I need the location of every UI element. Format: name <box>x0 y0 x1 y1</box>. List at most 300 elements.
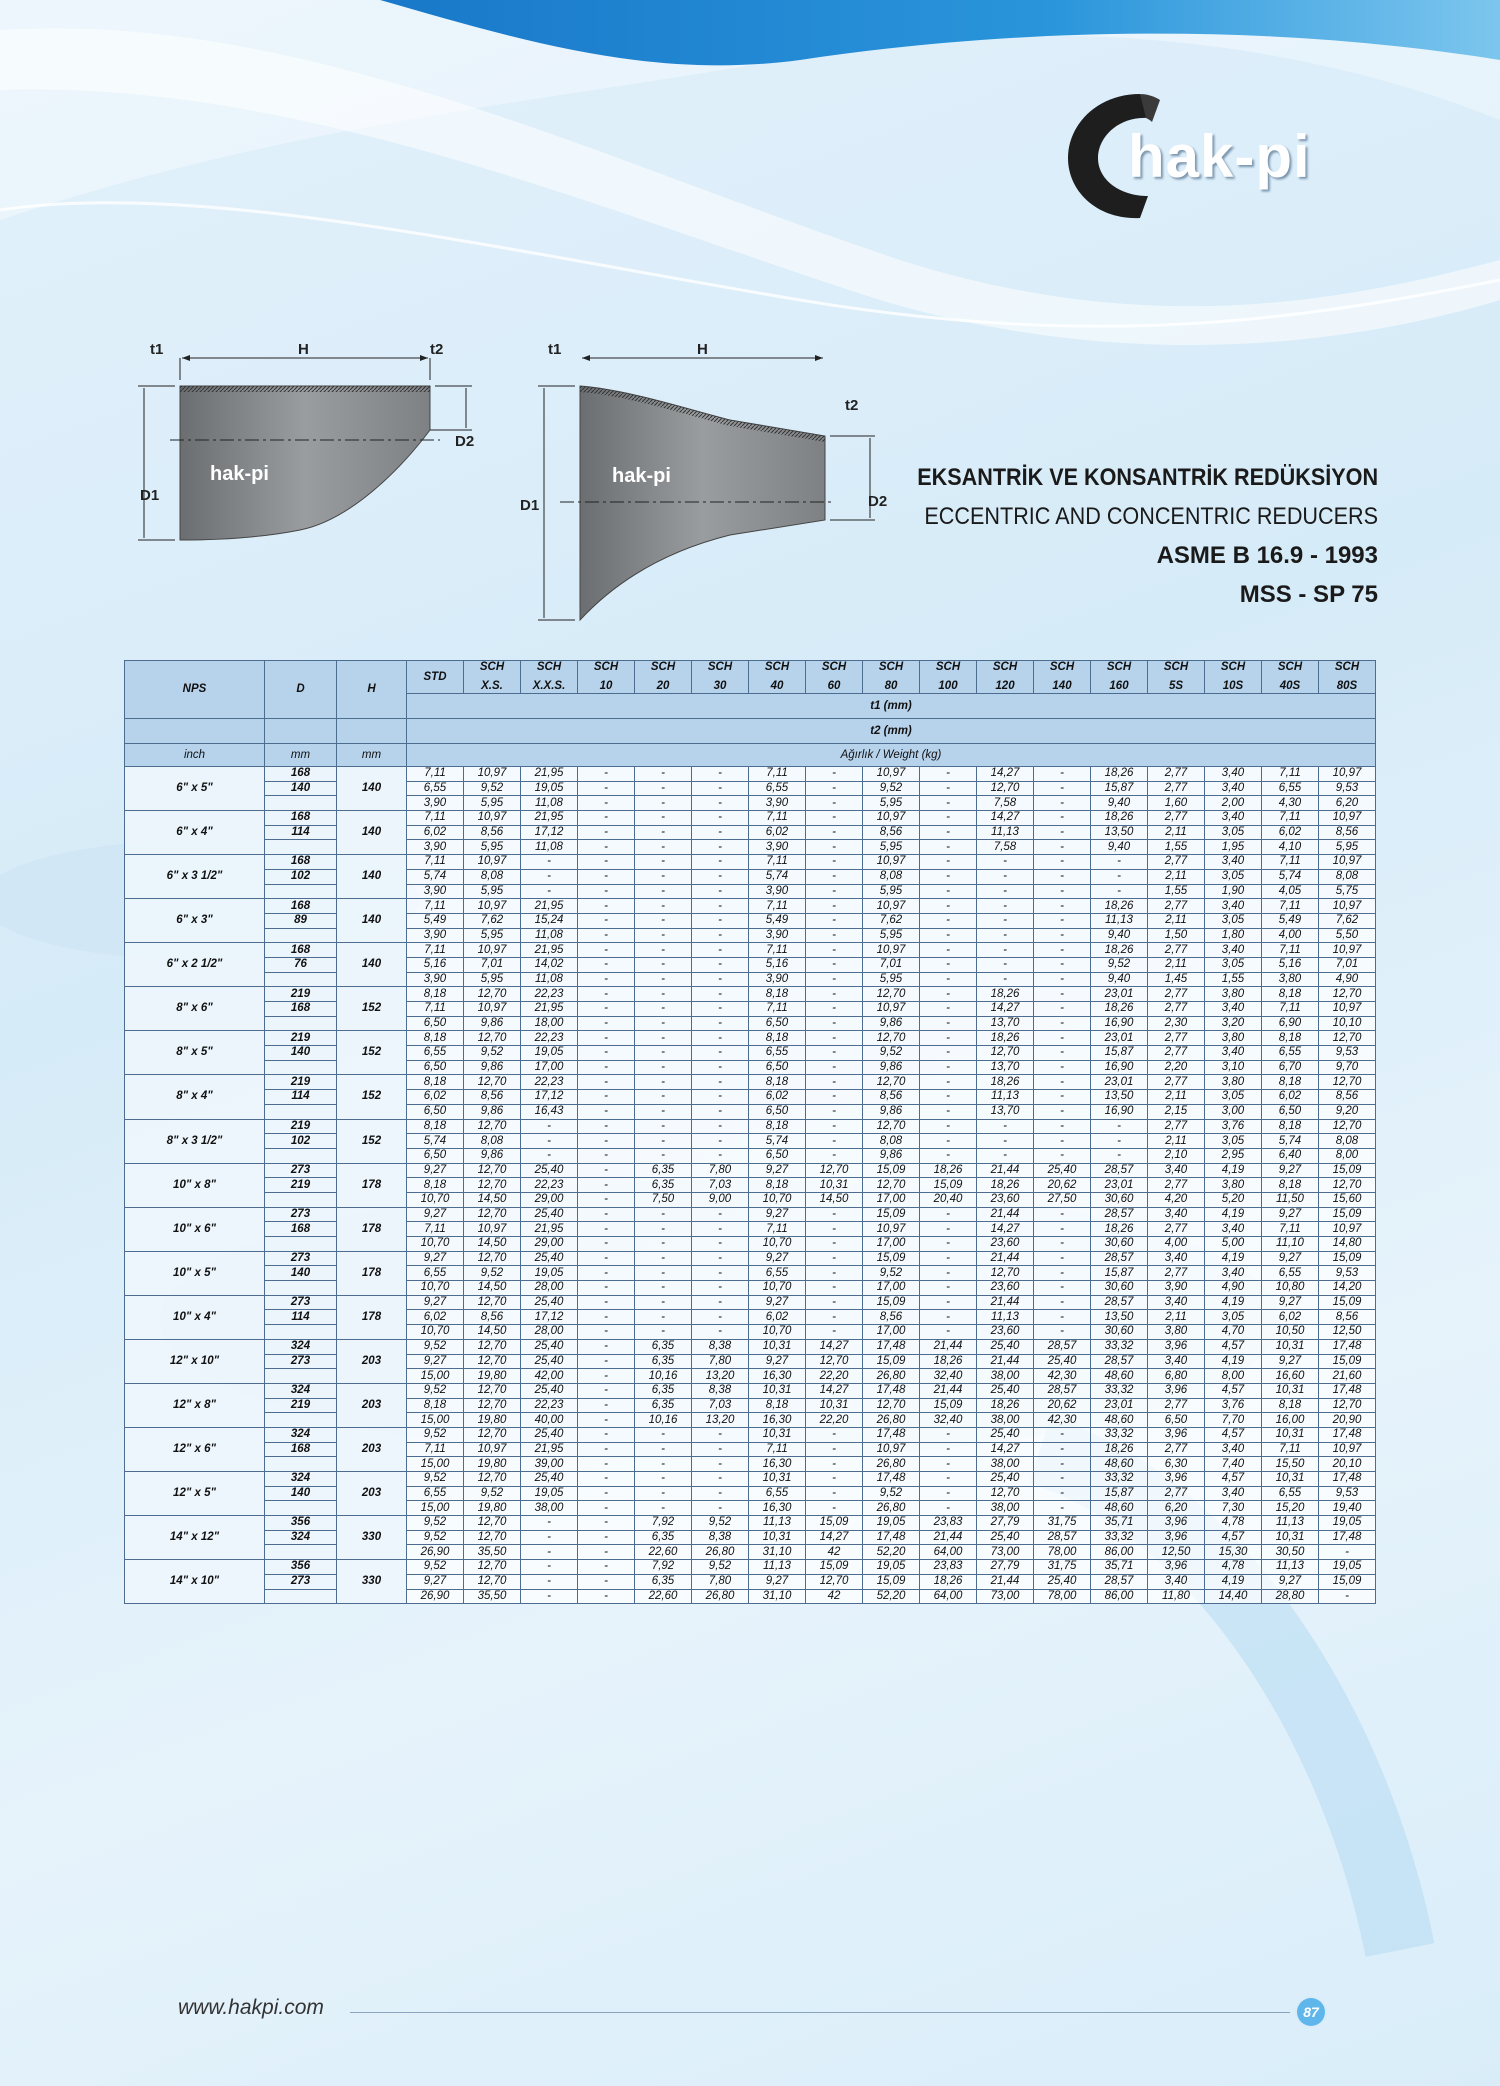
table-cell: 17,48 <box>863 1383 920 1398</box>
table-cell: 4,70 <box>1205 1325 1262 1340</box>
table-cell: 15,09 <box>1319 1251 1376 1266</box>
table-cell: - <box>977 1148 1034 1163</box>
table-cell: 10,70 <box>407 1325 464 1340</box>
table-cell: 3,96 <box>1148 1560 1205 1575</box>
table-cell: 3,80 <box>1205 1031 1262 1046</box>
table-cell: 5,00 <box>1205 1237 1262 1252</box>
table-cell: - <box>806 1266 863 1281</box>
table-cell: 3,40 <box>1205 767 1262 782</box>
table-cell: - <box>692 1060 749 1075</box>
table-cell: - <box>1034 1031 1091 1046</box>
table-cell: 7,11 <box>407 855 464 870</box>
table-cell: 7,01 <box>464 957 521 972</box>
table-cell: 9,52 <box>464 781 521 796</box>
table-cell: 21,44 <box>977 1207 1034 1222</box>
diameter-value: 168 <box>265 1002 337 1017</box>
table-cell: 11,13 <box>1262 1560 1319 1575</box>
table-cell: 3,05 <box>1205 957 1262 972</box>
table-cell: 17,12 <box>521 1310 578 1325</box>
height-value: 140 <box>337 943 407 987</box>
table-cell: 7,03 <box>692 1398 749 1413</box>
height-value: 203 <box>337 1383 407 1427</box>
table-cell: - <box>578 1266 635 1281</box>
table-cell: - <box>1034 972 1091 987</box>
table-cell: 9,86 <box>464 1104 521 1119</box>
table-cell: 14,27 <box>806 1530 863 1545</box>
table-cell: 8,18 <box>749 1031 806 1046</box>
table-row <box>125 1207 1376 1222</box>
table-cell: 6,35 <box>635 1163 692 1178</box>
table-row <box>125 840 1376 855</box>
table-cell: 31,10 <box>749 1545 806 1560</box>
table-cell: 12,70 <box>464 1530 521 1545</box>
table-cell: 3,80 <box>1148 1325 1205 1340</box>
table-cell: 22,60 <box>635 1545 692 1560</box>
table-cell: - <box>578 1002 635 1017</box>
table-cell: - <box>920 855 977 870</box>
table-cell: 27,79 <box>977 1560 1034 1575</box>
table-cell: - <box>806 1207 863 1222</box>
table-cell: 25,40 <box>521 1354 578 1369</box>
table-cell: - <box>578 1589 635 1604</box>
table-cell: 26,80 <box>692 1589 749 1604</box>
diameter-value: 168 <box>265 767 337 782</box>
table-cell: 10,31 <box>749 1530 806 1545</box>
table-cell: 21,95 <box>521 1002 578 1017</box>
table-cell: 42 <box>806 1545 863 1560</box>
table-cell: - <box>635 957 692 972</box>
table-row <box>125 1516 1376 1531</box>
height-value: 152 <box>337 987 407 1031</box>
table-cell: 5,95 <box>863 840 920 855</box>
table-cell: 6,55 <box>749 1266 806 1281</box>
table-cell: 10,31 <box>1262 1530 1319 1545</box>
table-cell: - <box>806 1295 863 1310</box>
table-cell: 64,00 <box>920 1589 977 1604</box>
table-row <box>125 884 1376 899</box>
table-cell: 16,30 <box>749 1501 806 1516</box>
table-cell: 11,13 <box>749 1516 806 1531</box>
table-cell: 7,11 <box>749 1222 806 1237</box>
table-cell: 15,09 <box>1319 1354 1376 1369</box>
height-value: 330 <box>337 1516 407 1560</box>
table-cell: 10,97 <box>863 943 920 958</box>
table-cell: 19,05 <box>521 1046 578 1061</box>
table-cell: - <box>1034 1472 1091 1487</box>
table-cell: 18,26 <box>977 1178 1034 1193</box>
table-row <box>125 1119 1376 1134</box>
table-cell: 6,02 <box>749 1090 806 1105</box>
table-cell: 9,27 <box>1262 1163 1319 1178</box>
table-cell: 48,60 <box>1091 1413 1148 1428</box>
table-cell: 7,70 <box>1205 1413 1262 1428</box>
table-cell: - <box>920 957 977 972</box>
table-cell: 15,09 <box>1319 1207 1376 1222</box>
table-cell: 19,40 <box>1319 1501 1376 1516</box>
table-cell: 2,77 <box>1148 811 1205 826</box>
table-cell: 8,08 <box>1319 1134 1376 1149</box>
table-cell: - <box>920 913 977 928</box>
diameter-value: 324 <box>265 1427 337 1442</box>
table-cell: - <box>578 1560 635 1575</box>
nps-size: 6" x 3" <box>125 899 265 943</box>
table-cell: 15,09 <box>863 1163 920 1178</box>
table-cell: 5,20 <box>1205 1192 1262 1207</box>
table-cell: 8,18 <box>407 1178 464 1193</box>
table-cell: 10,97 <box>464 767 521 782</box>
footer-url[interactable]: www.hakpi.com <box>178 1996 324 2019</box>
table-cell: 10,97 <box>1319 811 1376 826</box>
table-cell: 14,20 <box>1319 1281 1376 1296</box>
table-cell: - <box>806 1442 863 1457</box>
table-cell: 5,95 <box>464 796 521 811</box>
table-cell: 17,12 <box>521 825 578 840</box>
table-cell: - <box>692 1251 749 1266</box>
diameter-value: 140 <box>265 1046 337 1061</box>
table-row <box>125 1574 1376 1589</box>
height-value: 140 <box>337 899 407 943</box>
table-cell: - <box>635 913 692 928</box>
table-cell: 15,09 <box>920 1398 977 1413</box>
table-cell: 8,56 <box>1319 1090 1376 1105</box>
table-cell: - <box>920 1148 977 1163</box>
table-cell: - <box>578 1237 635 1252</box>
table-cell: 2,77 <box>1148 1075 1205 1090</box>
table-cell: - <box>977 957 1034 972</box>
table-cell: 5,74 <box>749 1134 806 1149</box>
table-cell: - <box>578 1090 635 1105</box>
table-cell: 3,90 <box>749 928 806 943</box>
table-cell: 8,18 <box>1262 1178 1319 1193</box>
header-sch-value: 160 <box>1109 680 1129 692</box>
table-cell: - <box>578 1383 635 1398</box>
table-cell: - <box>578 1398 635 1413</box>
table-cell: - <box>635 1281 692 1296</box>
table-cell: - <box>692 825 749 840</box>
table-cell: 4,78 <box>1205 1516 1262 1531</box>
table-cell: 5,49 <box>1262 913 1319 928</box>
table-row <box>125 1589 1376 1604</box>
table-cell: 19,05 <box>521 781 578 796</box>
table-cell: 10,31 <box>806 1178 863 1193</box>
table-row <box>125 1281 1376 1296</box>
table-cell: 26,80 <box>863 1413 920 1428</box>
table-cell: 5,95 <box>1319 840 1376 855</box>
table-cell: 9,40 <box>1091 840 1148 855</box>
height-value: 203 <box>337 1427 407 1471</box>
table-cell: 6,55 <box>1262 1486 1319 1501</box>
table-cell: - <box>1034 943 1091 958</box>
table-cell: - <box>578 1427 635 1442</box>
table-cell: - <box>692 913 749 928</box>
diameter-value: 219 <box>265 1031 337 1046</box>
table-cell: 4,57 <box>1205 1472 1262 1487</box>
table-cell: 6,40 <box>1262 1148 1319 1163</box>
table-cell: 3,05 <box>1205 1090 1262 1105</box>
table-cell: 9,27 <box>407 1574 464 1589</box>
table-cell: - <box>692 1310 749 1325</box>
table-cell: 9,52 <box>407 1472 464 1487</box>
table-cell: 12,70 <box>863 1398 920 1413</box>
table-cell: 6,50 <box>1148 1413 1205 1428</box>
table-cell: 8,38 <box>692 1530 749 1545</box>
diameter-empty <box>265 928 337 943</box>
table-cell: 10,31 <box>749 1472 806 1487</box>
table-cell: 9,53 <box>1319 1486 1376 1501</box>
table-cell: 5,16 <box>749 957 806 972</box>
table-cell: 11,13 <box>977 825 1034 840</box>
table-cell: 4,90 <box>1319 972 1376 987</box>
table-cell: 22,23 <box>521 1398 578 1413</box>
table-cell: 22,23 <box>521 1031 578 1046</box>
table-cell: 2,11 <box>1148 1310 1205 1325</box>
table-cell: 10,97 <box>1319 1002 1376 1017</box>
brand-logo-text: hak-pi <box>1128 123 1311 190</box>
table-cell: 10,70 <box>407 1237 464 1252</box>
table-cell: 26,80 <box>692 1545 749 1560</box>
table-cell: - <box>635 1472 692 1487</box>
table-cell: 26,80 <box>863 1501 920 1516</box>
table-cell: 14,27 <box>977 1442 1034 1457</box>
table-cell: 12,70 <box>464 1516 521 1531</box>
table-cell: - <box>977 943 1034 958</box>
table-cell: 8,56 <box>464 825 521 840</box>
table-cell: 17,48 <box>863 1427 920 1442</box>
table-row <box>125 767 1376 782</box>
table-cell: 15,50 <box>1262 1457 1319 1472</box>
table-cell: - <box>521 1148 578 1163</box>
table-cell: 9,27 <box>749 1251 806 1266</box>
header-sch-label: SCH <box>1049 661 1075 673</box>
table-cell: 9,27 <box>1262 1295 1319 1310</box>
table-cell: - <box>920 1075 977 1090</box>
table-cell: 30,60 <box>1091 1237 1148 1252</box>
table-cell: 9,20 <box>1319 1104 1376 1119</box>
table-cell: 3,80 <box>1205 987 1262 1002</box>
table-cell: 6,55 <box>407 1046 464 1061</box>
table-cell: - <box>521 1516 578 1531</box>
table-cell: - <box>1034 899 1091 914</box>
table-cell: 11,10 <box>1262 1237 1319 1252</box>
table-cell: 8,08 <box>1319 869 1376 884</box>
table-cell: - <box>920 1016 977 1031</box>
table-cell: 25,40 <box>977 1530 1034 1545</box>
table-cell: 17,00 <box>521 1060 578 1075</box>
header-sch-11 <box>1091 661 1148 694</box>
label-t2-left: t2 <box>430 341 444 358</box>
table-cell: 5,74 <box>749 869 806 884</box>
table-cell: 6,55 <box>407 1266 464 1281</box>
table-cell: 11,08 <box>521 840 578 855</box>
table-cell: - <box>1034 855 1091 870</box>
table-cell: 8,18 <box>1262 1031 1319 1046</box>
table-cell: - <box>920 1222 977 1237</box>
table-cell: 7,11 <box>749 767 806 782</box>
table-cell: 8,56 <box>863 1310 920 1325</box>
table-cell: - <box>806 1310 863 1325</box>
header-unit-mm-d: mm <box>265 744 337 767</box>
table-cell: 28,57 <box>1091 1295 1148 1310</box>
table-cell: 2,77 <box>1148 1266 1205 1281</box>
table-cell: - <box>1034 1002 1091 1017</box>
table-cell: - <box>920 767 977 782</box>
diameter-value: 114 <box>265 1310 337 1325</box>
nps-size: 6" x 5" <box>125 767 265 811</box>
table-cell: 7,03 <box>692 1178 749 1193</box>
table-cell: - <box>692 1075 749 1090</box>
table-cell: 3,40 <box>1148 1163 1205 1178</box>
table-cell: 6,50 <box>1262 1104 1319 1119</box>
table-cell: 48,60 <box>1091 1369 1148 1384</box>
table-row <box>125 855 1376 870</box>
header-sch-label: SCH <box>878 661 904 673</box>
diameter-value: 140 <box>265 1486 337 1501</box>
table-cell: 6,55 <box>1262 1266 1319 1281</box>
header-sch-15 <box>1319 661 1376 694</box>
table-cell: 12,70 <box>863 987 920 1002</box>
table-cell: 25,40 <box>521 1163 578 1178</box>
table-cell: 3,10 <box>1205 1060 1262 1075</box>
table-cell: - <box>692 1031 749 1046</box>
table-cell: - <box>1319 1545 1376 1560</box>
table-cell: 6,35 <box>635 1574 692 1589</box>
table-cell: - <box>1034 1207 1091 1222</box>
header-t1: t1 (mm) <box>407 694 1376 719</box>
table-cell: 14,27 <box>806 1383 863 1398</box>
table-cell: 12,70 <box>806 1354 863 1369</box>
table-cell: 12,50 <box>1148 1545 1205 1560</box>
table-cell: 3,90 <box>407 972 464 987</box>
table-cell: 19,05 <box>521 1486 578 1501</box>
table-row <box>125 1031 1376 1046</box>
header-sch-value: 40S <box>1279 680 1301 692</box>
table-cell: 23,60 <box>977 1325 1034 1340</box>
table-cell: 2,11 <box>1148 1134 1205 1149</box>
table-cell: 8,18 <box>749 1178 806 1193</box>
table-cell: - <box>635 1016 692 1031</box>
table-cell: - <box>920 1237 977 1252</box>
table-cell: 26,80 <box>863 1369 920 1384</box>
table-cell: 7,11 <box>407 811 464 826</box>
table-cell: 17,00 <box>863 1192 920 1207</box>
diameter-value: 168 <box>265 943 337 958</box>
table-cell: 5,95 <box>464 928 521 943</box>
table-cell: - <box>635 1457 692 1472</box>
table-cell: 5,16 <box>1262 957 1319 972</box>
table-cell: - <box>1034 796 1091 811</box>
table-cell: 8,08 <box>464 1134 521 1149</box>
height-value: 178 <box>337 1295 407 1339</box>
table-row <box>125 1339 1376 1354</box>
table-cell: - <box>692 1016 749 1031</box>
table-cell: - <box>635 796 692 811</box>
table-cell: 6,55 <box>749 781 806 796</box>
header-nps: NPS <box>125 661 265 719</box>
table-cell: 1,50 <box>1148 928 1205 943</box>
table-cell: 7,11 <box>749 1442 806 1457</box>
table-cell: - <box>1034 1090 1091 1105</box>
table-cell: - <box>806 767 863 782</box>
table-cell: 11,08 <box>521 796 578 811</box>
table-cell: 5,49 <box>407 913 464 928</box>
table-cell: 7,11 <box>407 767 464 782</box>
table-cell: - <box>578 1060 635 1075</box>
table-cell: - <box>635 811 692 826</box>
label-t1-right: t1 <box>548 341 562 358</box>
table-cell: 16,30 <box>749 1369 806 1384</box>
diameter-empty <box>265 1060 337 1075</box>
table-cell: - <box>578 869 635 884</box>
table-cell: - <box>1034 1310 1091 1325</box>
header-d: D <box>265 661 337 719</box>
height-value: 152 <box>337 1031 407 1075</box>
height-value: 140 <box>337 767 407 811</box>
label-h-left: H <box>298 341 309 358</box>
table-cell: - <box>578 1281 635 1296</box>
table-cell: 78,00 <box>1034 1545 1091 1560</box>
table-cell: 21,44 <box>977 1295 1034 1310</box>
page-number: 87 <box>1297 1998 1325 2026</box>
table-cell: - <box>521 884 578 899</box>
table-cell: 15,20 <box>1262 1501 1319 1516</box>
table-cell: 26,80 <box>863 1457 920 1472</box>
diameter-value: 140 <box>265 781 337 796</box>
table-cell: 25,40 <box>977 1427 1034 1442</box>
label-t1-left: t1 <box>150 341 164 358</box>
table-row <box>125 1192 1376 1207</box>
table-cell: 1,55 <box>1148 840 1205 855</box>
table-cell: 42 <box>806 1589 863 1604</box>
table-cell: 11,08 <box>521 928 578 943</box>
table-cell: 14,50 <box>464 1281 521 1296</box>
table-cell: 14,27 <box>977 1002 1034 1017</box>
table-cell: - <box>578 1163 635 1178</box>
table-cell: 6,55 <box>749 1046 806 1061</box>
table-cell: 7,11 <box>407 1222 464 1237</box>
table-cell: 6,70 <box>1262 1060 1319 1075</box>
table-cell: 25,40 <box>977 1339 1034 1354</box>
table-cell: 2,77 <box>1148 855 1205 870</box>
table-cell: 25,40 <box>1034 1574 1091 1589</box>
table-cell: 10,97 <box>464 943 521 958</box>
table-cell: 3,05 <box>1205 1134 1262 1149</box>
table-cell: 6,02 <box>1262 825 1319 840</box>
table-cell: 10,97 <box>863 1222 920 1237</box>
table-cell: - <box>578 1472 635 1487</box>
table-cell: - <box>920 1104 977 1119</box>
table-cell: 6,80 <box>1148 1369 1205 1384</box>
title-english: ECCENTRIC AND CONCENTRIC REDUCERS <box>924 503 1378 530</box>
header-sch-value: 10 <box>599 680 613 692</box>
table-cell: 2,77 <box>1148 1442 1205 1457</box>
table-cell: 23,60 <box>977 1237 1034 1252</box>
table-cell: - <box>806 1104 863 1119</box>
table-cell: 7,11 <box>407 943 464 958</box>
table-cell: 17,48 <box>863 1472 920 1487</box>
table-cell: 2,77 <box>1148 943 1205 958</box>
table-cell: 33,32 <box>1091 1427 1148 1442</box>
table-row <box>125 1060 1376 1075</box>
table-cell: 6,35 <box>635 1339 692 1354</box>
table-cell: - <box>578 987 635 1002</box>
table-cell: - <box>578 1545 635 1560</box>
table-cell: 12,70 <box>863 1178 920 1193</box>
table-cell: 12,70 <box>977 1046 1034 1061</box>
table-cell: - <box>578 1369 635 1384</box>
diameter-value: 273 <box>265 1207 337 1222</box>
table-row <box>125 825 1376 840</box>
table-cell: - <box>578 1354 635 1369</box>
